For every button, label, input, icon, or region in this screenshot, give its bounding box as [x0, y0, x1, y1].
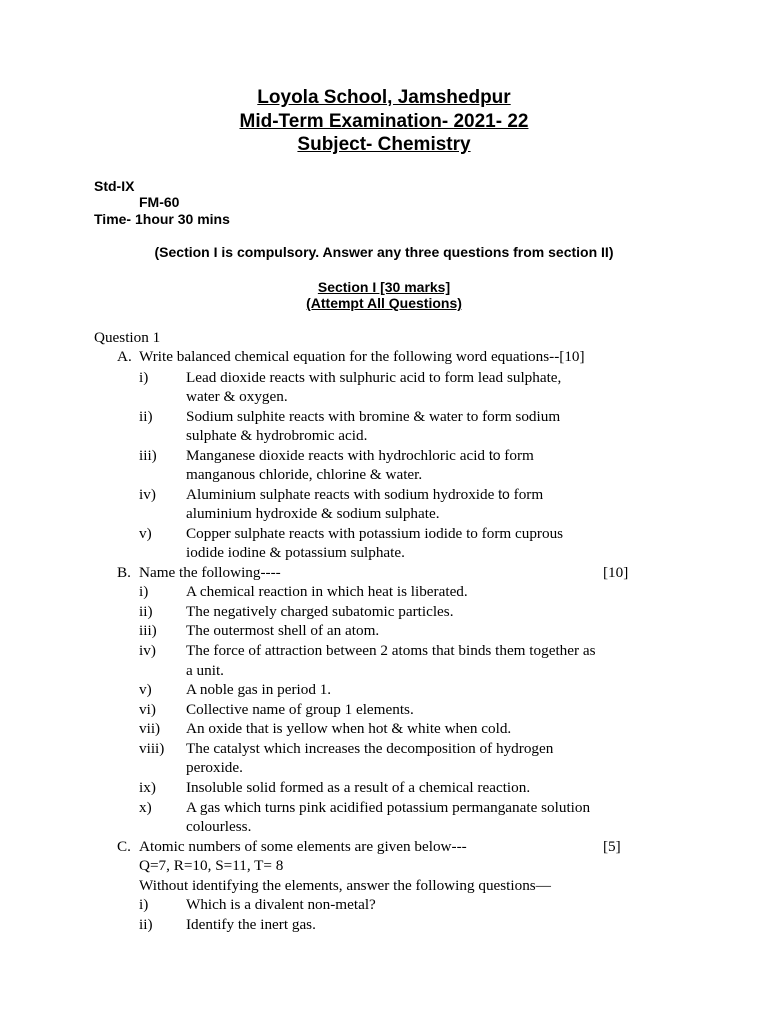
- exam-title: Mid-Term Examination- 2021- 22: [239, 111, 529, 132]
- item-text: The force of attraction between 2 atoms that binds them together as: [186, 642, 596, 659]
- item-text: Insoluble solid formed as a result of a chemical reaction.: [186, 779, 531, 796]
- item-number: x): [139, 799, 152, 816]
- item-text: Copper sulphate reacts with potassium iodide to form cuprous: [186, 525, 564, 542]
- item-number: viii): [139, 740, 165, 757]
- question-label: Question 1: [94, 329, 161, 346]
- item-text: Sodium sulphite reacts with bromine & water to form sodium: [186, 408, 561, 425]
- subject-title: Subject- Chemistry: [297, 134, 471, 155]
- part-a-letter: A.: [117, 348, 132, 365]
- item-number: ii): [139, 408, 153, 425]
- item-number: i): [139, 369, 149, 386]
- part-c-letter: C.: [117, 838, 131, 855]
- item-number: iii): [139, 622, 157, 639]
- item-continuation: manganous chloride, chlorine & water.: [186, 466, 423, 483]
- item-text: Which is a divalent non-metal?: [186, 896, 376, 913]
- item-number: iv): [139, 642, 156, 659]
- item-continuation: peroxide.: [186, 759, 243, 776]
- item-continuation: iodide iodine & potassium sulphate.: [186, 544, 405, 561]
- item-continuation: colourless.: [186, 818, 252, 835]
- item-text: Aluminium sulphate reacts with sodium hydroxide to form: [186, 486, 544, 503]
- item-text: A noble gas in period 1.: [186, 681, 332, 698]
- item-number: v): [139, 681, 152, 698]
- full-marks: FM-60: [139, 194, 180, 210]
- school-title: Loyola School, Jamshedpur: [257, 87, 511, 108]
- part-a-text: Write balanced chemical equation for the following word equations--[10]: [139, 348, 585, 365]
- item-text: Identify the inert gas.: [186, 916, 316, 933]
- item-number: iv): [139, 486, 156, 503]
- item-continuation: aluminium hydroxide & sodium sulphate.: [186, 505, 440, 522]
- item-text: The catalyst which increases the decomposition of hydrogen: [186, 740, 554, 757]
- item-number: iii): [139, 447, 157, 464]
- item-number: v): [139, 525, 152, 542]
- atomic-values: Q=7, R=10, S=11, T= 8: [139, 857, 284, 874]
- item-continuation: sulphate & hydrobromic acid.: [186, 427, 368, 444]
- item-number: ix): [139, 779, 156, 796]
- time-label: Time- 1hour 30 mins: [94, 211, 230, 227]
- part-c-instruction: Without identifying the elements, answer the following questions—: [139, 877, 551, 894]
- item-number: i): [139, 583, 149, 600]
- item-text: A chemical reaction in which heat is liberated.: [186, 583, 468, 600]
- part-b-letter: B.: [117, 564, 131, 581]
- item-continuation: a unit.: [186, 662, 224, 679]
- part-c-text: Atomic numbers of some elements are given below---: [139, 838, 467, 855]
- item-text: A gas which turns pink acidified potassium permanganate solution: [186, 799, 591, 816]
- item-text: Lead dioxide reacts with sulphuric acid to form lead sulphate,: [186, 369, 562, 386]
- item-number: ii): [139, 916, 153, 933]
- item-text: Collective name of group 1 elements.: [186, 701, 414, 718]
- item-number: vii): [139, 720, 161, 737]
- part-b-text: Name the following----: [139, 564, 281, 581]
- std-label: Std-IX: [94, 178, 135, 194]
- section-subtitle: (Attempt All Questions): [306, 295, 462, 311]
- item-number: i): [139, 896, 149, 913]
- item-continuation: water & oxygen.: [186, 388, 288, 405]
- section-title: Section I [30 marks]: [317, 279, 451, 295]
- part-c-marks: [5]: [603, 838, 621, 855]
- item-text: The negatively charged subatomic particles.: [186, 603, 454, 620]
- item-text: An oxide that is yellow when hot & white when cold.: [186, 720, 512, 737]
- item-number: ii): [139, 603, 153, 620]
- item-number: vi): [139, 701, 156, 718]
- exam-instruction: (Section I is compulsory. Answer any three questions from section II): [154, 244, 614, 260]
- item-text: Manganese dioxide reacts with hydrochloric acid to form: [186, 447, 534, 464]
- part-b-marks: [10]: [603, 564, 629, 581]
- item-text: The outermost shell of an atom.: [186, 622, 380, 639]
